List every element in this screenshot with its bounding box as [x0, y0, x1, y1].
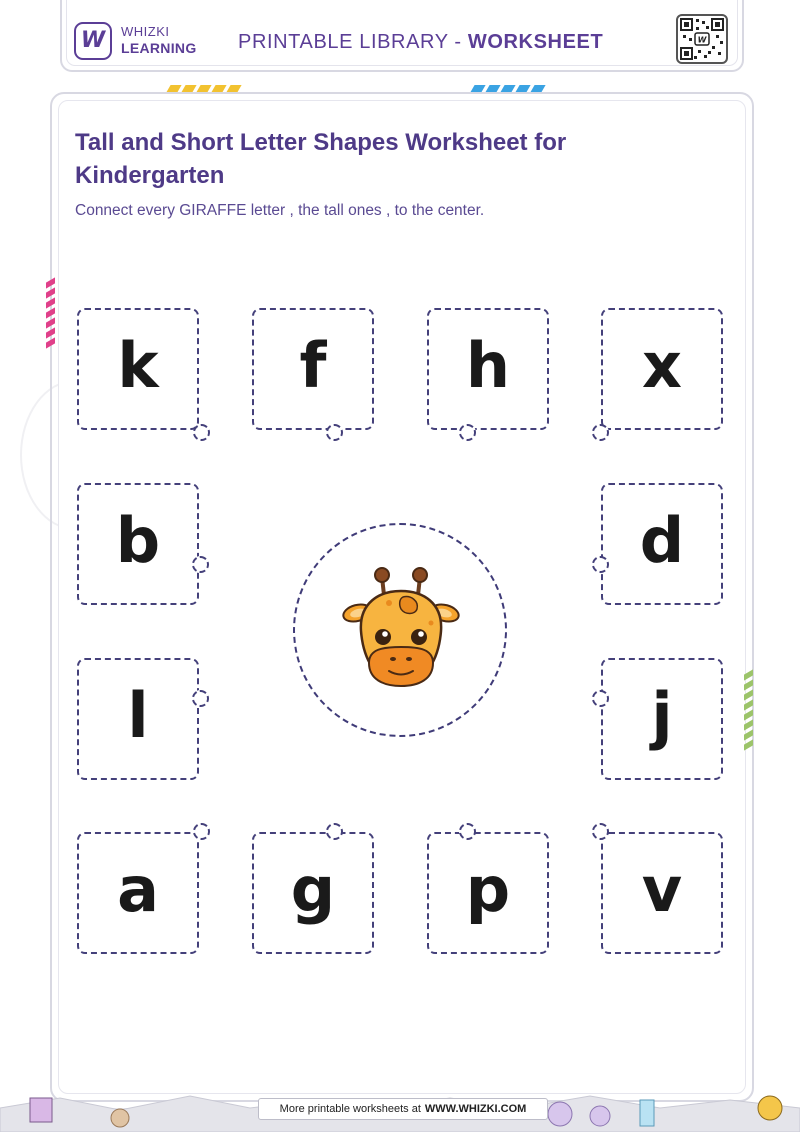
- letter-box[interactable]: [601, 483, 723, 605]
- connector-dot[interactable]: [192, 556, 209, 573]
- brand-name-bottom: LEARNING: [121, 40, 197, 56]
- connector-dot[interactable]: [326, 823, 343, 840]
- giraffe-icon: [339, 565, 463, 695]
- connector-dot[interactable]: [459, 823, 476, 840]
- connector-dot[interactable]: [592, 823, 609, 840]
- connector-dot[interactable]: [592, 556, 609, 573]
- letter-box[interactable]: [601, 308, 723, 430]
- letter-box[interactable]: [427, 308, 549, 430]
- whizki-logo: [74, 22, 112, 60]
- letter-text: k: [117, 329, 159, 402]
- letter-box[interactable]: [77, 658, 199, 780]
- decor-stripe-yellow: [168, 81, 243, 90]
- connector-dot[interactable]: [193, 424, 210, 441]
- letter-text: h: [465, 329, 511, 402]
- letter-text: x: [642, 329, 682, 402]
- connector-dot[interactable]: [192, 690, 209, 707]
- letter-text: j: [651, 679, 673, 752]
- letter-text: a: [117, 853, 159, 926]
- letter-box[interactable]: [252, 308, 374, 430]
- connector-dot[interactable]: [592, 690, 609, 707]
- decor-stripe-blue: [472, 81, 547, 90]
- letter-box[interactable]: [252, 832, 374, 954]
- footer-site[interactable]: WWW.WHIZKI.COM: [424, 1103, 527, 1115]
- decor-stripe-green: [744, 672, 753, 752]
- letter-text: f: [299, 329, 327, 402]
- worksheet-title: Tall and Short Letter Shapes Worksheet for Kindergarten: [75, 129, 567, 189]
- letter-box[interactable]: [427, 832, 549, 954]
- svg-text:W: W: [697, 35, 707, 45]
- decor-stripe-pink: [46, 280, 55, 350]
- letter-box[interactable]: [601, 658, 723, 780]
- letter-text: l: [127, 679, 149, 752]
- qr-code-pattern: [678, 16, 726, 62]
- letter-box[interactable]: [77, 308, 199, 430]
- header-title-bold: WORKSHEET: [467, 31, 604, 53]
- letter-text: p: [465, 853, 511, 926]
- letter-box[interactable]: [601, 832, 723, 954]
- brand-name-top: WHIZKI: [121, 24, 170, 39]
- footer-link-banner[interactable]: [258, 1098, 548, 1120]
- letter-text: b: [115, 504, 161, 577]
- connector-dot[interactable]: [193, 823, 210, 840]
- header-title: [238, 31, 603, 54]
- worksheet-instruction: Connect every GIRAFFE letter , the tall ones , to the center.: [75, 202, 485, 219]
- brand-name: [121, 25, 197, 55]
- connector-dot[interactable]: [459, 424, 476, 441]
- footer-text: More printable worksheets at: [279, 1103, 421, 1115]
- letter-box[interactable]: [77, 832, 199, 954]
- letter-text: d: [639, 504, 685, 577]
- letter-box[interactable]: [77, 483, 199, 605]
- connector-dot[interactable]: [326, 424, 343, 441]
- connector-dot[interactable]: [592, 424, 609, 441]
- logo-letter: W: [80, 28, 106, 53]
- qr-code[interactable]: [676, 14, 728, 64]
- letter-text: v: [641, 853, 683, 926]
- letter-text: g: [290, 853, 336, 926]
- header-title-regular: PRINTABLE LIBRARY -: [238, 31, 468, 53]
